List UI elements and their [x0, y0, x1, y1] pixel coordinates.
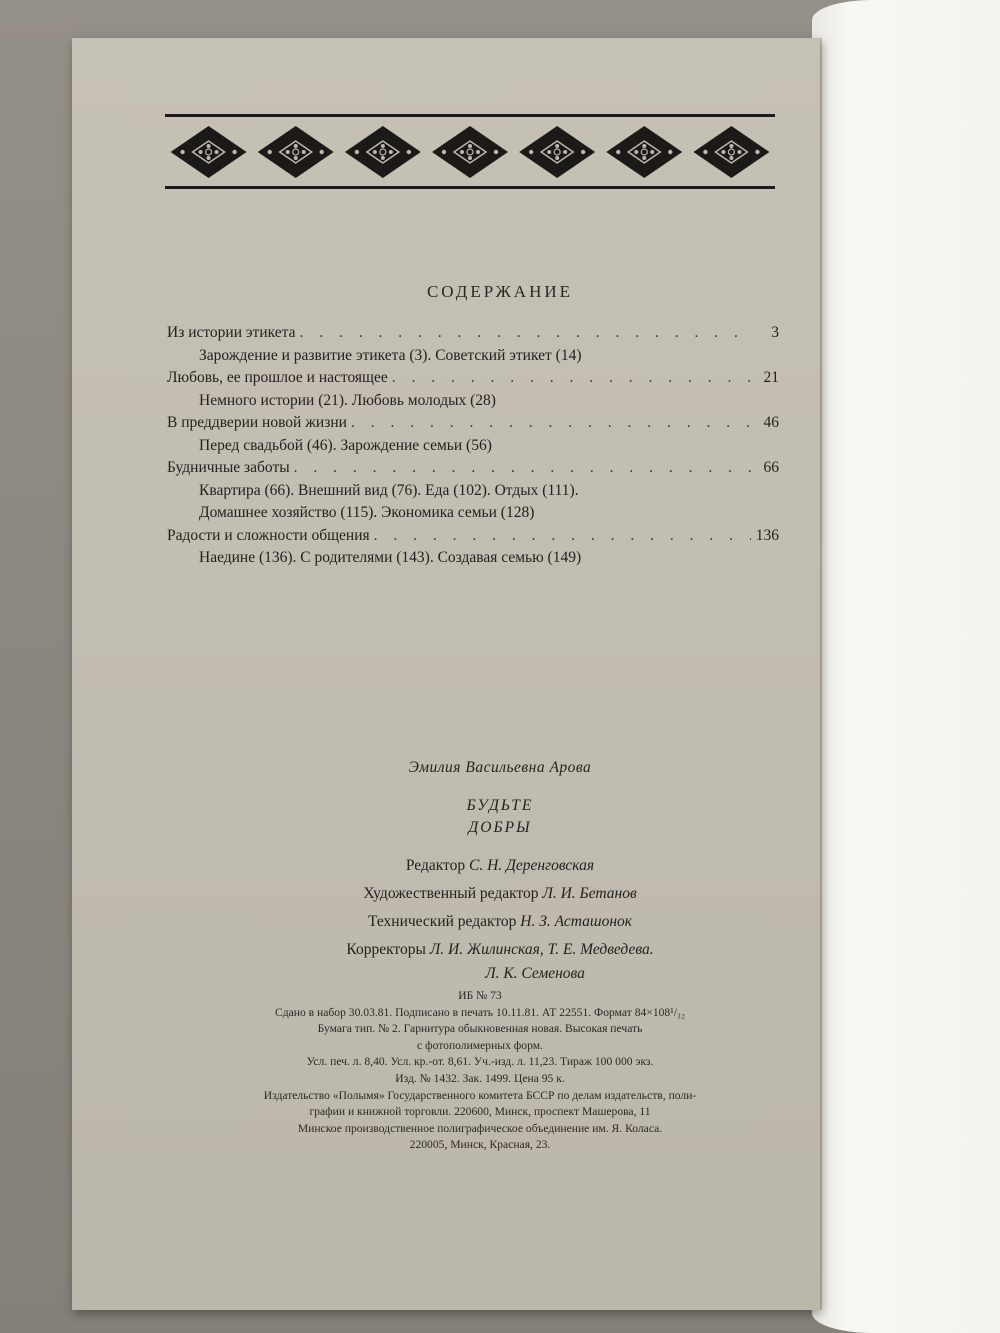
- toc-dot-leader: [296, 322, 752, 345]
- ornament-diamond: [519, 126, 595, 178]
- staff-credits: [0, 852, 1000, 984]
- toc-subentries: Домашнее хозяйство (115). Экономика семьи (128): [199, 504, 535, 521]
- toc-entry-page: 46: [763, 414, 779, 431]
- staff-role: Редактор: [405, 857, 469, 874]
- toc-subentries: Зарождение и развитие этикета (3). Советский этикет (14): [199, 346, 582, 364]
- staff-name: Н. З. Асташонок: [520, 913, 633, 930]
- toc-subentries: Перед свадьбой (46). Зарождение семьи (56): [199, 436, 492, 454]
- colophon-line: Бумага тип. № 2. Гарнитура обыкновенная новая. Высокая печать: [317, 1022, 643, 1036]
- toc-entry-page: 3: [771, 324, 779, 341]
- toc-dot-leader: [347, 412, 751, 435]
- staff-credit-line: [0, 936, 1000, 964]
- colophon-line: Изд. № 1432. Зак. 1499. Цена 95 к.: [395, 1071, 565, 1085]
- colophon-line: Издательство «Полымя» Государственного комитета БССР по делам издательств, поли-: [263, 1088, 697, 1102]
- colophon-line: 220005, Минск, Красная, 23.: [409, 1138, 551, 1152]
- staff-name: Л. И. Жилинская, Т. Е. Медведева.: [429, 941, 654, 958]
- toc-subentries: Наедине (136). С родителями (143). Создавая семью (149): [199, 549, 582, 566]
- staff-role: Художественный редактор: [363, 885, 543, 902]
- toc-entry: [167, 367, 779, 390]
- table-of-contents: [167, 322, 779, 570]
- author-name: Эмилия Васильевна Арова: [408, 759, 592, 776]
- next-page-edge: [812, 0, 1000, 1333]
- staff-name: Л. К. Семенова: [485, 965, 585, 982]
- ornament-diamond: [171, 126, 247, 178]
- toc-entry-page: 21: [763, 369, 779, 386]
- book-title-line-1: БУДЬТЕ: [466, 797, 534, 814]
- toc-entry: [167, 412, 779, 435]
- toc-entry: [167, 457, 779, 480]
- ornament-diamond: [606, 126, 682, 178]
- book-title-line-2: ДОБРЫ: [468, 819, 532, 836]
- ornament-bottom-rule: [165, 186, 775, 189]
- toc-entry-page: 136: [755, 526, 779, 544]
- toc-subentries: Немного истории (21). Любовь молодых (28): [199, 391, 496, 409]
- colophon-line: с фотополимерных форм.: [417, 1038, 543, 1052]
- book-title: [0, 795, 1000, 839]
- ornament-diamond: [693, 126, 769, 178]
- staff-credit-line: [0, 908, 1000, 936]
- toc-entry-title: Из истории этикета: [167, 324, 296, 341]
- toc-entry: [167, 322, 779, 345]
- colophon-line: ИБ № 73: [458, 989, 502, 1002]
- staff-name: Л. И. Бетанов: [542, 885, 637, 902]
- ornament-diamond: [258, 126, 334, 178]
- toc-subentries: Квартира (66). Внешний вид (76). Еда (102). Отдых (111).: [199, 481, 579, 499]
- staff-credit-line: [0, 852, 1000, 880]
- colophon-line: Сдано в набор 30.03.81. Подписано в печать 10.11.81. АТ 22551. Формат 84×108¹/₃₂: [274, 1005, 685, 1019]
- staff-role: Корректоры: [346, 941, 430, 958]
- ornament-diamond: [432, 126, 508, 178]
- diamond-ornament-icon: [165, 114, 775, 190]
- toc-entry-title: Будничные заботы: [167, 459, 290, 476]
- toc-entry-title: Любовь, ее прошлое и настоящее: [167, 369, 388, 386]
- ornament-top-rule: [165, 114, 775, 117]
- staff-credit-line: [0, 880, 1000, 908]
- toc-entry-page: 66: [763, 459, 779, 476]
- toc-dot-leader: [370, 525, 751, 548]
- toc-entry: [167, 525, 779, 548]
- toc-dot-leader: [290, 457, 751, 480]
- staff-role: Технический редактор: [367, 913, 521, 930]
- colophon-line: графии и книжной торговли. 220600, Минск, проспект Машерова, 11: [309, 1105, 651, 1119]
- ornament-diamond: [345, 126, 421, 178]
- staff-name: С. Н. Деренговская: [469, 857, 595, 874]
- colophon-line: Усл. печ. л. 8,40. Усл. кр.-от. 8,61. Уч.-изд. л. 11,23. Тираж 100 000 экз.: [306, 1055, 654, 1069]
- toc-entry-title: В преддверии новой жизни: [167, 414, 347, 431]
- toc-dot-leader: [388, 367, 751, 390]
- colophon: [160, 988, 800, 1154]
- toc-entry-title: Радости и сложности общения: [167, 526, 370, 544]
- toc-heading: СОДЕРЖАНИЕ: [426, 282, 574, 301]
- staff-credit-line: [0, 964, 1000, 984]
- colophon-line: Минское производственное полиграфическое объединение им. Я. Коласа.: [297, 1121, 663, 1135]
